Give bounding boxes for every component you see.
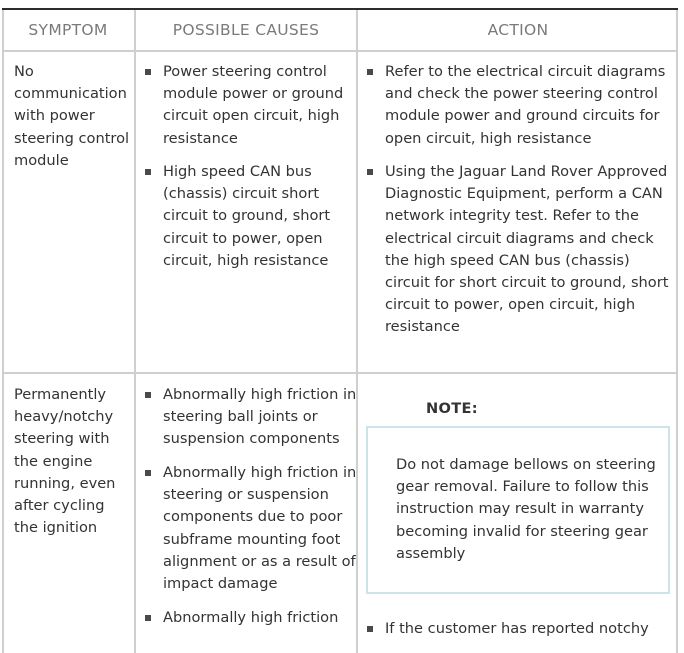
note-label: NOTE: [426,400,478,417]
header-divider [2,50,678,52]
symptom-cell: No communication with power steering control module [14,63,130,169]
cause-bullet: Abnormally high friction in steering ball joints or suspension components [145,384,359,451]
action-bullet: Refer to the electrical circuit diagrams and check the power steering control module power and ground circuits for open circuit, high resistance [367,61,677,150]
action-bullet: If the customer has reported notchy [367,618,677,640]
column-divider-1 [134,10,136,653]
cause-bullet: Power steering control module power or ground circuit open circuit, high resistance [145,61,359,150]
header-symptom: SYMPTOM [2,10,134,50]
header-possible-causes: POSSIBLE CAUSES [136,10,356,50]
cause-bullet: Abnormally high friction in steering or suspension components due to poor subframe mounting foot alignment or as a result of impact damage [145,462,359,595]
header-action: ACTION [358,10,678,50]
row-divider [2,372,678,374]
diagnostic-table [2,8,678,653]
cause-bullet: Abnormally high friction [145,607,359,629]
table-left-border [2,10,4,653]
action-bullet: Using the Jaguar Land Rover Approved Diagnostic Equipment, perform a CAN network integrity test. Refer to the electrical circuit diagrams and check the high speed CAN bus (chassis) circuit for short circuit to ground, short circuit to power, open circuit, high resistance [367,161,677,339]
note-box [366,426,670,594]
cause-bullet: High speed CAN bus (chassis) circuit short circuit to ground, short circuit to power, open circuit, high resistance [145,161,359,272]
note-text: Do not damage bellows on steering gear removal. Failure to follow this instruction may result in warranty becoming invalid for steering gear assembly [396,456,656,562]
symptom-cell: Permanently heavy/notchy steering with the engine running, even after cycling the ignition [14,386,116,537]
